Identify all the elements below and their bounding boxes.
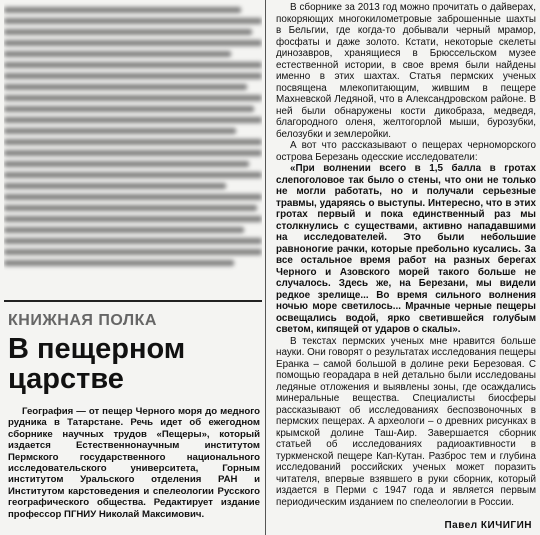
blurred-line: [4, 73, 262, 79]
blurred-line: [4, 106, 254, 112]
article-lead: География — от пещер Черного моря до медного рудника в Татарстане. Речь идет об ежегодном сборнике научных трудов «Пещеры», который издается Естественнонаучным институтом Пермского государственного национального исследовательского университета, Горным институтом Уральского отделения РАН и Институтом карстоведения и спелеологии Русского географического общества. Редактирует издание профессор ПГНИУ Николай Максимович.: [8, 406, 260, 520]
quote-paragraph: «При волнении всего в 1,5 балла в гротах слепоголовое так было о стены, что они не только не могли работать, но и получали серьезные травмы, ударяясь о выступы. Интересно, что в этих гротах первый и пока единственный раз мы столкнулись с существами, активно нападавшими на исследователей. Это были небольшие равноногие рачки, которые пребольно кусались. За все остальное время работ на разных берегах Черного и Азовского морей такого больше не случалось. Здесь же, на Березани, мы видели редкое зрелище... Во время сильного волнения ночью море светилось... Мрачные черные пещеры освещались водой, ярко светившейся голубым светом, кипящей от ударов о скалы».: [276, 163, 536, 335]
blurred-line: [4, 117, 262, 123]
blurred-line: [4, 249, 262, 255]
blurred-line: [4, 150, 262, 156]
blurred-line: [4, 227, 244, 233]
blurred-line: [4, 183, 226, 189]
blurred-line: [4, 95, 262, 101]
article-headline: В пещерном царстве: [8, 333, 186, 395]
blurred-line: [4, 29, 252, 35]
author-byline: Павел КИЧИГИН: [444, 520, 532, 531]
blurred-line: [4, 194, 262, 200]
body-paragraph: В сборнике за 2013 год можно прочитать о дайверах, покоряющих многокилометровые заброшенные шахты в Бельгии, где когда-то добывали черный мрамор, фосфаты и даже золото. Кстати, некоторые скелеты динозавров, хранящиеся в Брюссельском музее естественной истории, в свое время были найдены именно в этих шахтах. Статья пермских ученых посвящена млекопитающим, жившим в пещере Махневской Ледяной, что в Александровском районе. В ней были обнаружены кости дикобраза, медведя, благородного оленя, желтогорлой мыши, бурозубки, белозубки и землеройки.: [276, 2, 536, 140]
blurred-line: [4, 205, 257, 211]
blurred-line: [4, 40, 262, 46]
rubric-divider: [4, 300, 262, 302]
blurred-line: [4, 18, 262, 24]
blurred-line: [4, 238, 262, 244]
blurred-line: [4, 139, 262, 145]
blurred-line: [4, 260, 234, 266]
right-column: [270, 0, 538, 535]
blurred-line: [4, 62, 262, 68]
blurred-line: [4, 7, 241, 13]
blurred-line: [4, 172, 262, 178]
blurred-line: [4, 161, 249, 167]
blurred-line: [4, 84, 247, 90]
blurred-line: [4, 216, 262, 222]
article-body: [276, 2, 536, 508]
body-paragraph: А вот что рассказывают о пещерах черноморского острова Березань одесские исследователи:: [276, 140, 536, 163]
left-column: [0, 0, 266, 535]
blurred-line: [4, 51, 231, 57]
blurred-line: [4, 128, 236, 134]
blurred-text-block: [4, 2, 262, 292]
body-paragraph: В текстах пермских ученых мне нравится больше науки. Они говорят о результатах исследования пещеры Еранка – самой большой в долине реки Березовая. С помощью георадара в ней детально были исследованы ледяные отложения и выявлены зоны, где осаждались минеральные вещества. Специалисты биосферы рассказывают об исследованиях беспозвоночных в пермских пещерах. А археологи – о древних рисунках в крымской долине Таш-Аир. Завершается сборник статьей об исследованиях радиоактивности в туркменской пещере Кап-Кутан. Разброс тем и глубина исследований российских ученых может поразить читателя, впервые взявшего в руки сборник, который издается в Перми с 1947 года и является первым периодическим изданием по спелеологии в России.: [276, 335, 536, 508]
rubric-label: КНИЖНАЯ ПОЛКА: [8, 312, 157, 329]
